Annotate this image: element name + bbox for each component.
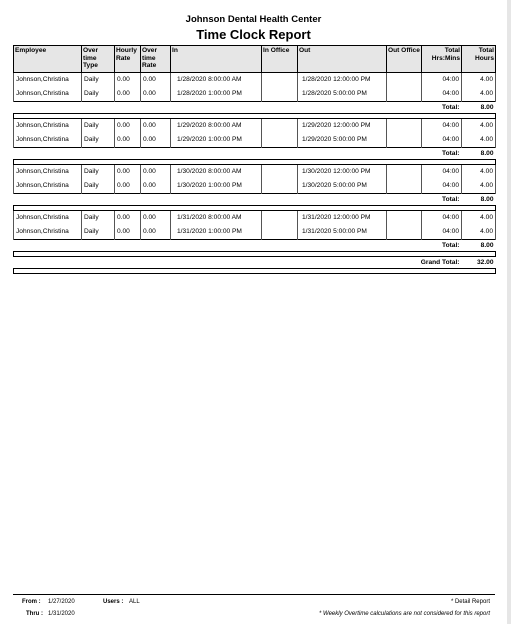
time-clock-table bbox=[13, 45, 496, 274]
cell-hrs-mins: 04:00 bbox=[422, 133, 462, 148]
table-header-row bbox=[14, 46, 496, 73]
thru-label: Thru : bbox=[26, 611, 43, 617]
group-total-label: Total: bbox=[422, 194, 462, 206]
company-name: Johnson Dental Health Center bbox=[185, 14, 322, 25]
cell-hours: 4.00 bbox=[462, 87, 496, 102]
col-in: In bbox=[171, 46, 262, 73]
col-out: Out bbox=[298, 46, 387, 73]
cell-hours: 4.00 bbox=[462, 165, 496, 180]
cell-in: 1/28/2020 8:00:00 AM bbox=[171, 73, 262, 88]
cell-ot-type: Daily bbox=[82, 119, 115, 134]
cell-out-office bbox=[387, 179, 422, 194]
grand-total-spacer bbox=[14, 269, 496, 274]
table-row bbox=[14, 119, 496, 134]
users-label: Users : bbox=[103, 599, 124, 605]
group-total-row bbox=[14, 148, 496, 160]
table-row bbox=[14, 73, 496, 88]
cell-in-office bbox=[262, 165, 298, 180]
cell-hourly: 0.00 bbox=[115, 133, 141, 148]
cell-in: 1/30/2020 8:00:00 AM bbox=[171, 165, 262, 180]
cell-out: 1/29/2020 5:00:00 PM bbox=[298, 133, 387, 148]
from-label: From : bbox=[22, 599, 41, 605]
cell-in-office bbox=[262, 73, 298, 88]
cell-ot-rate: 0.00 bbox=[141, 73, 171, 88]
detail-report-note: * Detail Report bbox=[450, 599, 490, 605]
cell-hrs-mins: 04:00 bbox=[422, 165, 462, 180]
cell-employee: Johnson,Christina bbox=[14, 225, 82, 240]
cell-out-office bbox=[387, 133, 422, 148]
group-total-label: Total: bbox=[422, 240, 462, 252]
group-total-value: 8.00 bbox=[462, 102, 496, 114]
grand-total-label: Grand Total: bbox=[420, 259, 460, 266]
group-total-row bbox=[14, 102, 496, 114]
cell-hourly: 0.00 bbox=[115, 165, 141, 180]
cell-hrs-mins: 04:00 bbox=[422, 73, 462, 88]
group-total-label: Total: bbox=[422, 102, 462, 114]
table-row bbox=[14, 179, 496, 194]
col-total-hours: Total Hours bbox=[462, 46, 496, 73]
cell-in: 1/31/2020 1:00:00 PM bbox=[171, 225, 262, 240]
table-row bbox=[14, 165, 496, 180]
cell-ot-type: Daily bbox=[82, 225, 115, 240]
cell-in: 1/31/2020 8:00:00 AM bbox=[171, 211, 262, 226]
cell-ot-rate: 0.00 bbox=[141, 211, 171, 226]
thru-value: 1/31/2020 bbox=[48, 611, 75, 617]
cell-in-office bbox=[262, 133, 298, 148]
cell-out-office bbox=[387, 119, 422, 134]
cell-employee: Johnson,Christina bbox=[14, 179, 82, 194]
cell-hours: 4.00 bbox=[462, 73, 496, 88]
group-total-row bbox=[14, 240, 496, 252]
group-total-value: 8.00 bbox=[462, 194, 496, 206]
cell-hours: 4.00 bbox=[462, 133, 496, 148]
footer-divider bbox=[13, 594, 495, 595]
cell-in: 1/30/2020 1:00:00 PM bbox=[171, 179, 262, 194]
cell-in-office bbox=[262, 179, 298, 194]
cell-employee: Johnson,Christina bbox=[14, 133, 82, 148]
users-value: ALL bbox=[129, 599, 140, 605]
col-total-hrs-mins: Total Hrs:Mins bbox=[422, 46, 462, 73]
cell-in-office bbox=[262, 211, 298, 226]
cell-hrs-mins: 04:00 bbox=[422, 119, 462, 134]
cell-in-office bbox=[262, 225, 298, 240]
cell-ot-rate: 0.00 bbox=[141, 87, 171, 102]
cell-hours: 4.00 bbox=[462, 179, 496, 194]
table-row bbox=[14, 211, 496, 226]
cell-out: 1/30/2020 5:00:00 PM bbox=[298, 179, 387, 194]
cell-hourly: 0.00 bbox=[115, 73, 141, 88]
cell-out-office bbox=[387, 165, 422, 180]
cell-out-office bbox=[387, 211, 422, 226]
table-row bbox=[14, 133, 496, 148]
cell-employee: Johnson,Christina bbox=[14, 87, 82, 102]
cell-ot-rate: 0.00 bbox=[141, 133, 171, 148]
cell-ot-rate: 0.00 bbox=[141, 119, 171, 134]
table-row bbox=[14, 87, 496, 102]
cell-ot-type: Daily bbox=[82, 87, 115, 102]
cell-ot-type: Daily bbox=[82, 133, 115, 148]
col-in-office: In Office bbox=[262, 46, 298, 73]
cell-hours: 4.00 bbox=[462, 211, 496, 226]
cell-employee: Johnson,Christina bbox=[14, 73, 82, 88]
weekly-overtime-note: * Weekly Overtime calculations are not considered for this report bbox=[319, 611, 490, 617]
cell-ot-type: Daily bbox=[82, 73, 115, 88]
col-hourly-rate: Hourly Rate bbox=[115, 46, 141, 73]
group-total-label: Total: bbox=[422, 148, 462, 160]
grand-total-value: 32.00 bbox=[476, 259, 494, 266]
col-overtime-type: Over time Type bbox=[82, 46, 115, 73]
cell-out: 1/28/2020 5:00:00 PM bbox=[298, 87, 387, 102]
cell-ot-type: Daily bbox=[82, 211, 115, 226]
cell-hourly: 0.00 bbox=[115, 179, 141, 194]
cell-employee: Johnson,Christina bbox=[14, 165, 82, 180]
cell-out: 1/29/2020 12:00:00 PM bbox=[298, 119, 387, 134]
cell-ot-rate: 0.00 bbox=[141, 165, 171, 180]
group-total-value: 8.00 bbox=[462, 240, 496, 252]
cell-hrs-mins: 04:00 bbox=[422, 179, 462, 194]
cell-ot-rate: 0.00 bbox=[141, 225, 171, 240]
col-overtime-rate: Over time Rate bbox=[141, 46, 171, 73]
cell-hrs-mins: 04:00 bbox=[422, 225, 462, 240]
cell-hrs-mins: 04:00 bbox=[422, 211, 462, 226]
group-total-row bbox=[14, 194, 496, 206]
cell-hrs-mins: 04:00 bbox=[422, 87, 462, 102]
cell-in-office bbox=[262, 119, 298, 134]
cell-employee: Johnson,Christina bbox=[14, 211, 82, 226]
cell-hours: 4.00 bbox=[462, 119, 496, 134]
grand-total-row bbox=[14, 257, 496, 269]
cell-hourly: 0.00 bbox=[115, 225, 141, 240]
group-total-value: 8.00 bbox=[462, 148, 496, 160]
cell-out-office bbox=[387, 87, 422, 102]
page-edge-shadow bbox=[507, 0, 511, 624]
cell-out: 1/28/2020 12:00:00 PM bbox=[298, 73, 387, 88]
cell-in: 1/29/2020 1:00:00 PM bbox=[171, 133, 262, 148]
cell-ot-type: Daily bbox=[82, 165, 115, 180]
cell-hourly: 0.00 bbox=[115, 119, 141, 134]
cell-ot-rate: 0.00 bbox=[141, 179, 171, 194]
from-value: 1/27/2020 bbox=[48, 599, 75, 605]
cell-out: 1/30/2020 12:00:00 PM bbox=[298, 165, 387, 180]
table-row bbox=[14, 225, 496, 240]
col-out-office: Out Office bbox=[387, 46, 422, 73]
cell-ot-type: Daily bbox=[82, 179, 115, 194]
col-employee: Employee bbox=[14, 46, 82, 73]
cell-out: 1/31/2020 5:00:00 PM bbox=[298, 225, 387, 240]
cell-employee: Johnson,Christina bbox=[14, 119, 82, 134]
cell-out-office bbox=[387, 225, 422, 240]
cell-hourly: 0.00 bbox=[115, 87, 141, 102]
cell-out: 1/31/2020 12:00:00 PM bbox=[298, 211, 387, 226]
report-title: Time Clock Report bbox=[196, 27, 311, 42]
cell-in: 1/28/2020 1:00:00 PM bbox=[171, 87, 262, 102]
cell-out-office bbox=[387, 73, 422, 88]
cell-in: 1/29/2020 8:00:00 AM bbox=[171, 119, 262, 134]
cell-hours: 4.00 bbox=[462, 225, 496, 240]
cell-hourly: 0.00 bbox=[115, 211, 141, 226]
cell-in-office bbox=[262, 87, 298, 102]
